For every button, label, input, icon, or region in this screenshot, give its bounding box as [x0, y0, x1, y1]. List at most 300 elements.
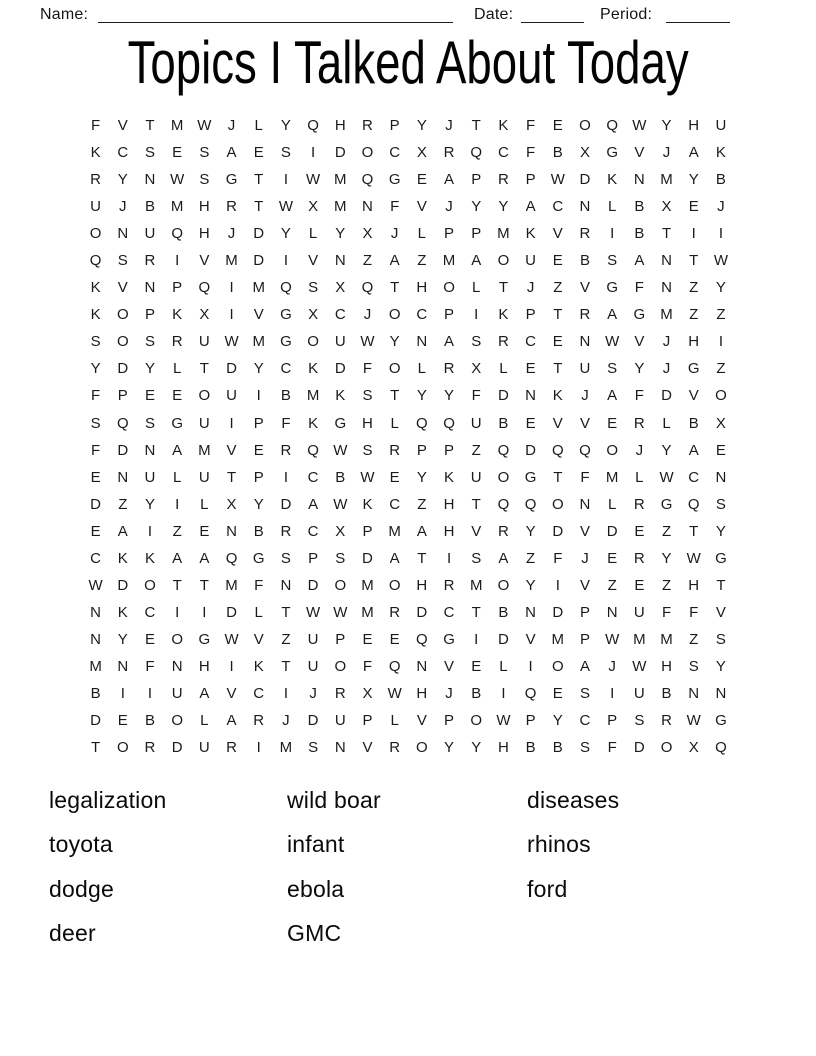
grid-letter: X: [416, 144, 427, 162]
grid-letter: R: [579, 306, 591, 324]
grid-letter: Y: [280, 117, 291, 135]
grid-letter: Y: [444, 387, 455, 405]
word-column: [287, 778, 381, 956]
grid-letter: J: [445, 685, 453, 702]
grid-letter: V: [552, 414, 563, 432]
grid-letter: L: [607, 495, 617, 513]
grid-letter: V: [226, 441, 237, 459]
grid-letter: Y: [471, 198, 482, 216]
grid-letter: S: [715, 630, 726, 648]
grid-letter: W: [632, 117, 647, 135]
grid-letter: U: [198, 414, 210, 432]
grid-letter: R: [443, 360, 455, 378]
grid-letter: M: [497, 225, 510, 243]
grid-letter: D: [497, 387, 509, 405]
grid-letter: N: [715, 685, 727, 702]
grid-letter: M: [361, 576, 374, 594]
grid-letter: J: [662, 144, 671, 162]
grid-letter: Z: [526, 549, 536, 567]
grid-letter: T: [553, 306, 563, 324]
grid-letter: M: [551, 630, 565, 648]
grid-letter: Y: [715, 657, 726, 675]
grid-letter: I: [147, 685, 153, 702]
grid-letter: N: [633, 171, 645, 189]
grid-letter: D: [171, 739, 183, 757]
grid-letter: Q: [497, 495, 510, 513]
grid-letter: E: [688, 198, 699, 216]
grid-letter: B: [688, 414, 699, 432]
grid-letter: Y: [661, 117, 672, 135]
grid-letter: O: [171, 712, 183, 730]
grid-letter: E: [172, 387, 183, 405]
grid-letter: Q: [307, 441, 319, 459]
grid-letter: V: [471, 522, 482, 540]
grid-letter: M: [388, 522, 401, 540]
grid-letter: F: [689, 603, 699, 621]
grid-letter: L: [390, 414, 399, 432]
grid-letter: Y: [525, 576, 536, 594]
grid-letter: T: [199, 576, 209, 594]
grid-letter: A: [199, 549, 210, 567]
grid-letter: D: [117, 576, 129, 594]
grid-letter: G: [334, 414, 347, 432]
grid-letter: Y: [661, 549, 672, 567]
grid-letter: M: [361, 603, 374, 621]
grid-letter: O: [116, 739, 129, 757]
grid-letter: N: [117, 468, 129, 486]
grid-letter: Z: [172, 522, 182, 540]
grid-letter: D: [307, 712, 319, 730]
grid-letter: B: [144, 712, 155, 730]
grid-letter: F: [471, 387, 481, 405]
grid-letter: E: [144, 630, 155, 648]
grid-letter: O: [361, 144, 374, 162]
grid-letter: H: [198, 225, 210, 243]
grid-letter: K: [362, 495, 373, 513]
grid-letter: M: [279, 739, 293, 757]
grid-letter: O: [443, 279, 455, 297]
grid-letter: Z: [471, 441, 481, 459]
grid-letter: S: [471, 333, 482, 351]
grid-letter: W: [686, 712, 701, 730]
grid-letter: W: [333, 441, 348, 459]
grid-letter: F: [362, 657, 373, 675]
word-list-item: infant: [287, 831, 345, 858]
grid-letter: S: [362, 387, 373, 405]
grid-letter: O: [497, 468, 510, 486]
grid-letter: Z: [716, 306, 726, 324]
grid-letter: O: [551, 495, 564, 513]
grid-letter: H: [443, 495, 455, 513]
grid-letter: I: [555, 576, 560, 594]
grid-letter: C: [497, 144, 509, 162]
grid-letter: K: [444, 468, 455, 486]
grid-letter: P: [444, 306, 455, 324]
grid-letter: N: [226, 522, 237, 540]
grid-letter: F: [553, 549, 563, 567]
grid-letter: E: [607, 549, 618, 567]
grid-letter: V: [117, 279, 128, 297]
grid-letter: V: [688, 387, 699, 405]
grid-letter: S: [90, 333, 101, 351]
grid-letter: V: [308, 252, 319, 270]
grid-letter: K: [498, 306, 509, 324]
grid-letter: K: [253, 657, 264, 675]
grid-letter: B: [715, 171, 726, 189]
grid-letter: U: [171, 685, 183, 702]
grid-letter: V: [552, 225, 563, 243]
grid-letter: I: [147, 522, 153, 540]
grid-letter: V: [579, 414, 590, 432]
grid-letter: P: [525, 712, 536, 730]
grid-letter: J: [227, 117, 236, 135]
grid-letter: W: [333, 603, 348, 621]
period-label: Period:: [600, 6, 653, 23]
grid-letter: T: [553, 468, 563, 486]
grid-letter: L: [390, 712, 399, 730]
grid-letter: Y: [117, 171, 128, 189]
grid-letter: X: [362, 685, 373, 702]
grid-letter: R: [362, 117, 373, 135]
grid-letter: X: [199, 306, 210, 324]
grid-letter: G: [443, 630, 455, 648]
grid-letter: F: [281, 414, 291, 432]
grid-letter: L: [254, 603, 263, 621]
grid-letter: Q: [388, 657, 401, 675]
grid-letter: C: [334, 306, 346, 324]
grid-letter: J: [526, 279, 535, 297]
grid-letter: K: [607, 171, 618, 189]
grid-letter: B: [498, 414, 509, 432]
grid-letter: D: [525, 441, 537, 459]
grid-letter: J: [662, 333, 671, 351]
grid-letter: D: [117, 360, 129, 378]
grid-letter: I: [229, 306, 234, 324]
grid-letter: N: [715, 468, 727, 486]
grid-letter: L: [417, 360, 427, 378]
grid-letter: O: [89, 225, 102, 243]
grid-letter: D: [552, 522, 564, 540]
grid-letter: F: [607, 739, 617, 757]
grid-letter: O: [551, 657, 564, 675]
grid-letter: K: [308, 414, 319, 432]
grid-letter: T: [145, 117, 155, 135]
grid-letter: I: [229, 414, 234, 432]
grid-letter: N: [525, 387, 537, 405]
grid-letter: X: [308, 198, 319, 216]
grid-letter: J: [445, 117, 453, 135]
grid-letter: D: [90, 712, 102, 730]
grid-letter: O: [307, 333, 319, 351]
grid-letter: U: [470, 468, 482, 486]
grid-letter: M: [660, 630, 673, 648]
grid-letter: N: [416, 657, 428, 675]
grid-letter: H: [688, 117, 700, 135]
grid-letter: O: [144, 576, 156, 594]
grid-letter: Q: [470, 144, 483, 162]
grid-letter: X: [335, 522, 346, 540]
grid-letter: Q: [715, 739, 727, 757]
grid-letter: U: [198, 333, 210, 351]
grid-letter: S: [144, 414, 155, 432]
grid-letter: R: [389, 739, 401, 757]
grid-letter: K: [90, 144, 101, 162]
grid-letter: W: [333, 495, 348, 513]
grid-letter: Z: [661, 522, 672, 540]
grid-letter: S: [308, 279, 319, 297]
grid-letter: G: [171, 414, 183, 432]
grid-letter: Q: [524, 685, 537, 702]
grid-letter: M: [633, 630, 646, 648]
grid-letter: W: [360, 333, 375, 351]
grid-letter: C: [117, 144, 129, 162]
grid-letter: N: [661, 279, 672, 297]
grid-letter: R: [497, 333, 509, 351]
word-list-item: ford: [527, 875, 568, 902]
grid-letter: B: [661, 685, 672, 702]
grid-letter: G: [715, 549, 727, 567]
grid-letter: A: [444, 171, 455, 189]
grid-letter: O: [470, 712, 483, 730]
grid-letter: G: [524, 468, 537, 486]
date-label: Date:: [474, 6, 514, 23]
grid-letter: P: [525, 306, 536, 324]
grid-letter: S: [634, 712, 645, 730]
grid-letter: E: [253, 144, 264, 162]
grid-letter: N: [144, 279, 156, 297]
grid-letter: H: [362, 414, 373, 432]
grid-letter: B: [335, 468, 346, 486]
grid-letter: W: [659, 468, 674, 486]
date-blank-line: [521, 5, 584, 23]
grid-letter: V: [226, 685, 237, 702]
grid-letter: Z: [689, 630, 699, 648]
grid-letter: Q: [280, 279, 292, 297]
grid-letter: P: [144, 306, 155, 324]
grid-letter: N: [579, 495, 591, 513]
grid-letter: J: [309, 685, 317, 702]
grid-letter: O: [171, 630, 183, 648]
grid-letter: R: [171, 333, 183, 351]
grid-letter: I: [283, 468, 288, 486]
grid-letter: F: [661, 603, 672, 621]
grid-letter: C: [144, 603, 156, 621]
grid-letter: A: [688, 144, 699, 162]
grid-letter: G: [225, 171, 238, 189]
grid-letter: J: [662, 360, 671, 378]
grid-letter: N: [334, 739, 346, 757]
grid-letter: M: [225, 576, 238, 594]
grid-letter: A: [498, 549, 509, 567]
grid-letter: P: [362, 522, 373, 540]
grid-letter: Z: [661, 576, 672, 594]
grid-letter: N: [688, 685, 700, 702]
word-list-item: toyota: [49, 831, 113, 858]
grid-letter: E: [552, 333, 563, 351]
grid-letter: H: [688, 576, 700, 594]
grid-letter: T: [471, 603, 481, 621]
grid-letter: D: [497, 630, 509, 648]
grid-letter: D: [552, 603, 564, 621]
grid-letter: S: [607, 252, 618, 270]
grid-letter: M: [660, 171, 673, 189]
grid-letter: A: [416, 522, 427, 540]
grid-letter: P: [579, 603, 590, 621]
grid-letter: N: [90, 603, 102, 621]
grid-letter: Q: [198, 279, 211, 297]
grid-letter: Y: [253, 495, 264, 513]
grid-letter: T: [417, 549, 427, 567]
grid-letter: I: [718, 225, 723, 243]
grid-letter: F: [580, 468, 590, 486]
grid-letter: S: [362, 441, 373, 459]
grid-letter: W: [496, 712, 511, 730]
grid-letter: T: [390, 279, 400, 297]
grid-letter: P: [389, 117, 400, 135]
grid-letter: T: [498, 279, 508, 297]
grid-letter: J: [119, 198, 127, 216]
grid-letter: O: [388, 360, 401, 378]
grid-letter: E: [117, 712, 128, 730]
grid-letter: I: [202, 603, 207, 621]
grid-letter: C: [307, 522, 319, 540]
grid-letter: U: [144, 225, 156, 243]
grid-letter: Q: [116, 414, 129, 432]
grid-letter: T: [661, 225, 672, 243]
grid-letter: Y: [389, 333, 400, 351]
grid-letter: V: [634, 333, 645, 351]
grid-letter: J: [717, 198, 725, 216]
grid-letter: W: [224, 333, 239, 351]
grid-letter: T: [281, 657, 291, 675]
grid-letter: U: [470, 414, 482, 432]
header: [0, 4, 816, 30]
grid-letter: T: [471, 495, 481, 513]
grid-letter: Z: [689, 306, 699, 324]
grid-letter: Y: [471, 739, 482, 757]
grid-letter: P: [444, 712, 455, 730]
grid-letter: W: [224, 630, 239, 648]
grid-letter: S: [335, 549, 346, 567]
grid-letter: Z: [417, 495, 427, 513]
grid-letter: F: [91, 117, 101, 135]
grid-letter: L: [662, 414, 671, 432]
grid-letter: K: [552, 387, 563, 405]
grid-letter: Q: [579, 441, 591, 459]
word-list-item: dodge: [49, 875, 114, 902]
grid-letter: K: [90, 279, 101, 297]
grid-letter: I: [283, 171, 288, 189]
grid-letter: P: [253, 414, 264, 432]
grid-letter: V: [253, 306, 264, 324]
grid-letter: A: [199, 685, 210, 702]
grid-letter: K: [715, 144, 726, 162]
grid-letter: H: [661, 657, 672, 675]
grid-letter: F: [634, 279, 644, 297]
grid-letter: W: [387, 685, 402, 702]
grid-letter: E: [525, 414, 536, 432]
grid-letter: H: [497, 739, 509, 757]
grid-letter: Q: [89, 252, 102, 270]
grid-letter: Q: [443, 414, 455, 432]
grid-letter: E: [90, 522, 101, 540]
grid-letter: S: [688, 657, 699, 675]
grid-letter: V: [117, 117, 128, 135]
grid-letter: O: [388, 306, 401, 324]
grid-letter: P: [444, 225, 455, 243]
grid-letter: D: [253, 225, 265, 243]
grid-letter: T: [172, 576, 182, 594]
grid-letter: J: [581, 387, 589, 405]
grid-letter: Y: [144, 495, 155, 513]
period-blank-line: [666, 5, 730, 23]
grid-letter: W: [278, 198, 293, 216]
grid-letter: P: [172, 279, 183, 297]
grid-letter: C: [307, 468, 319, 486]
grid-letter: V: [579, 576, 590, 594]
grid-letter: I: [256, 387, 261, 405]
grid-letter: D: [334, 144, 346, 162]
grid-letter: I: [474, 630, 479, 648]
grid-letter: O: [715, 387, 727, 405]
grid-letter: N: [606, 603, 618, 621]
grid-letter: S: [579, 685, 590, 702]
grid-letter: Y: [253, 360, 264, 378]
grid-letter: Q: [524, 495, 537, 513]
grid-letter: A: [117, 522, 128, 540]
grid-letter: R: [633, 495, 645, 513]
grid-letter: E: [525, 360, 536, 378]
grid-letter: P: [335, 630, 346, 648]
grid-letter: I: [311, 144, 316, 162]
grid-letter: G: [280, 333, 292, 351]
grid-letter: T: [390, 387, 400, 405]
grid-letter: S: [199, 171, 210, 189]
grid-letter: B: [579, 252, 590, 270]
grid-letter: Q: [551, 441, 564, 459]
grid-letter: F: [91, 441, 101, 459]
grid-letter: Q: [225, 549, 238, 567]
grid-letter: Y: [416, 117, 427, 135]
grid-letter: B: [471, 685, 482, 702]
grid-letter: X: [661, 198, 672, 216]
grid-letter: E: [144, 387, 155, 405]
grid-letter: F: [145, 657, 155, 675]
grid-letter: D: [90, 495, 102, 513]
grid-letter: B: [253, 522, 264, 540]
grid-letter: Y: [335, 225, 346, 243]
grid-letter: O: [497, 252, 510, 270]
grid-letter: U: [90, 198, 102, 216]
grid-letter: P: [362, 712, 373, 730]
grid-letter: L: [607, 198, 617, 216]
grid-letter: Q: [687, 495, 700, 513]
grid-letter: I: [474, 306, 479, 324]
grid-letter: W: [306, 171, 321, 189]
grid-letter: M: [660, 306, 673, 324]
grid-letter: D: [253, 252, 265, 270]
grid-letter: I: [528, 657, 533, 675]
grid-letter: U: [198, 468, 210, 486]
grid-letter: E: [552, 685, 563, 702]
grid-letter: W: [550, 171, 565, 189]
grid-letter: A: [607, 387, 618, 405]
grid-letter: Z: [607, 576, 617, 594]
grid-letter: E: [389, 630, 400, 648]
grid-letter: B: [498, 603, 509, 621]
grid-letter: X: [335, 279, 346, 297]
grid-letter: H: [334, 117, 346, 135]
